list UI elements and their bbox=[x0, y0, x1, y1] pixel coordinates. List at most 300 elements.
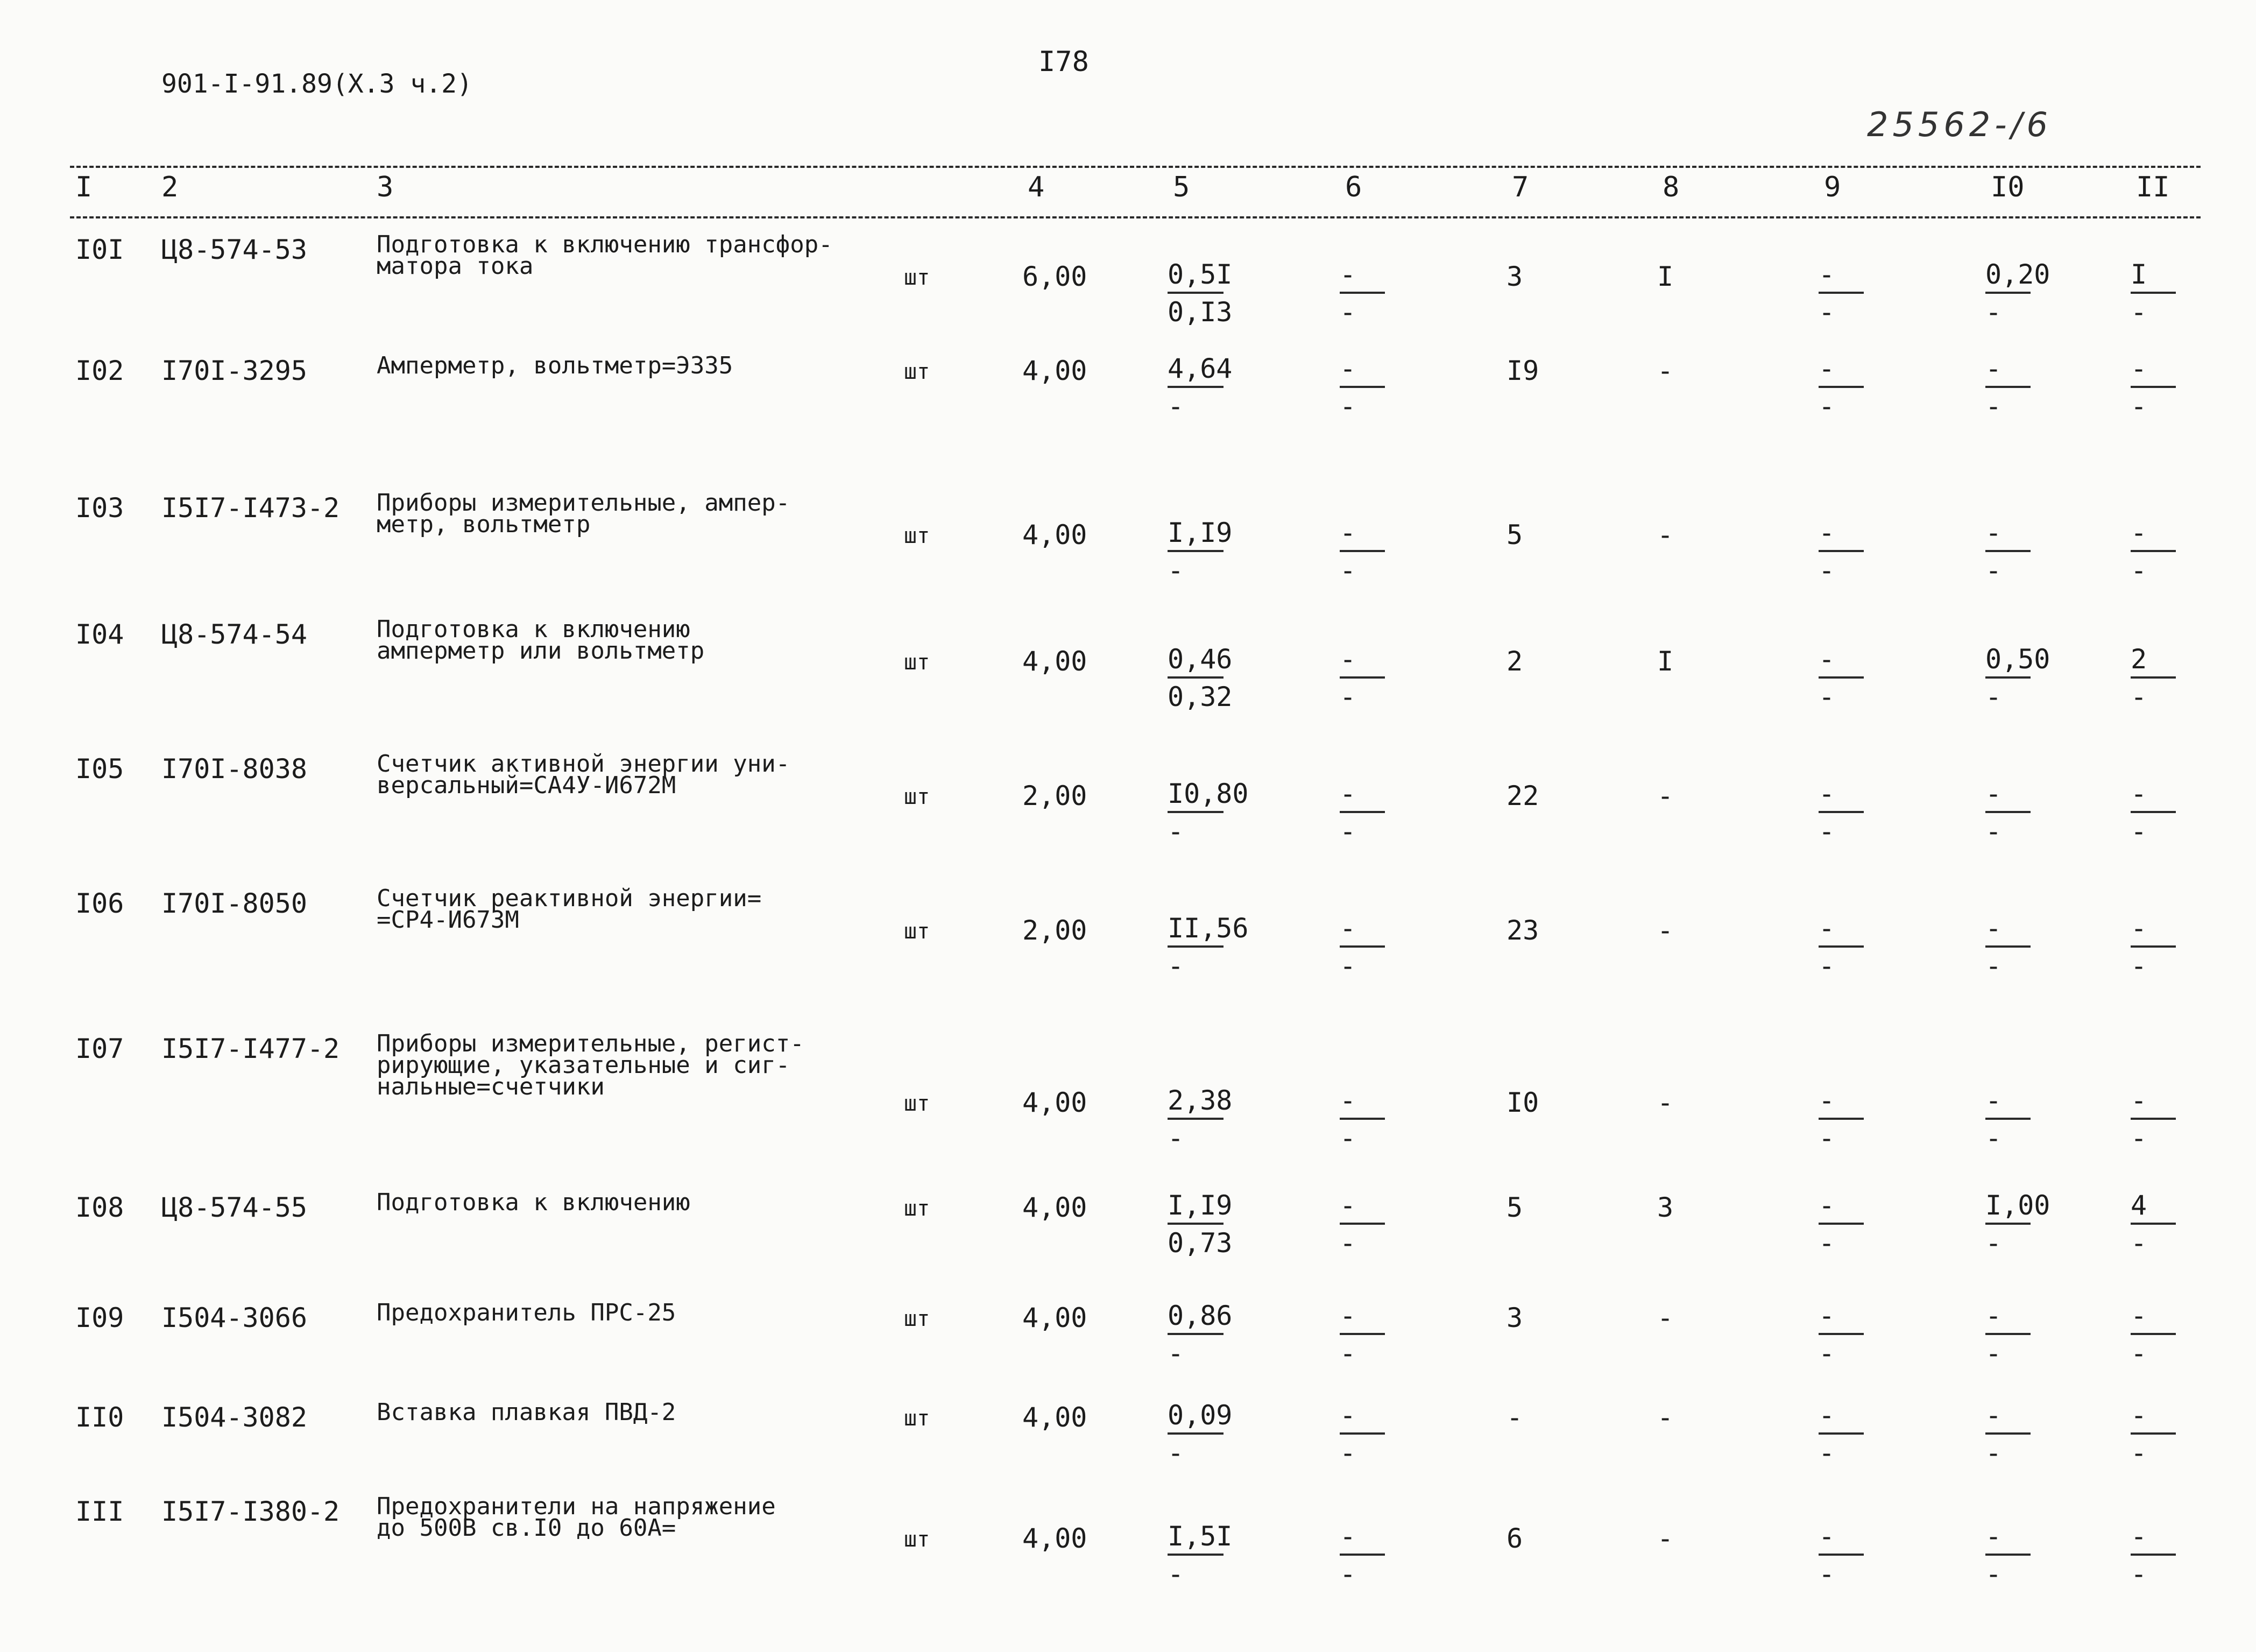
item-unit: шт bbox=[904, 359, 930, 384]
col11-value-rule bbox=[2131, 1432, 2176, 1435]
col7-value: 23 bbox=[1507, 915, 1539, 946]
item-unit: шт bbox=[904, 650, 930, 675]
col10-value-rule bbox=[1985, 811, 2031, 813]
row-number: I02 bbox=[75, 355, 124, 386]
col5-value bbox=[1168, 1399, 1243, 1469]
col6-value bbox=[1340, 643, 1415, 713]
col10-value-rule bbox=[1985, 1118, 2031, 1120]
col9-value bbox=[1819, 517, 1894, 587]
col9-value-rule bbox=[1819, 550, 1864, 552]
item-code: I5I7-I477-2 bbox=[161, 1033, 340, 1064]
col7-value: 3 bbox=[1507, 261, 1523, 292]
col9-value-rule bbox=[1819, 1432, 1864, 1435]
col9-value bbox=[1819, 1300, 1894, 1369]
col11-value-top: 2 bbox=[2131, 644, 2147, 675]
col9-value-top: - bbox=[1819, 1300, 1835, 1331]
col5-value-rule bbox=[1168, 1118, 1224, 1120]
col6-value-bottom: - bbox=[1340, 816, 1356, 847]
col9-value-top: - bbox=[1819, 1085, 1835, 1116]
col5-value-rule bbox=[1168, 1432, 1224, 1435]
item-quantity: 2,00 bbox=[1022, 780, 1087, 811]
col9-value-top: - bbox=[1819, 913, 1835, 944]
col6-value-bottom: - bbox=[1340, 1122, 1356, 1154]
col6-value-bottom: - bbox=[1340, 555, 1356, 586]
column-header-11: II bbox=[2136, 171, 2170, 203]
col5-value-rule bbox=[1168, 945, 1224, 948]
col5-value-rule bbox=[1168, 676, 1224, 679]
col6-value-bottom: - bbox=[1340, 1338, 1356, 1369]
col10-value-bottom: - bbox=[1985, 1338, 2002, 1369]
col9-value-bottom: - bbox=[1819, 1338, 1835, 1369]
item-code: I504-3066 bbox=[161, 1302, 307, 1333]
item-code: Ц8-574-54 bbox=[161, 619, 307, 650]
item-code: Ц8-574-53 bbox=[161, 234, 307, 265]
col5-value-top: 0,5I bbox=[1168, 259, 1233, 290]
col10-value-rule bbox=[1985, 386, 2031, 388]
item-name: Счетчик активной энергии уни- версальный=СА4У-И672М bbox=[377, 750, 790, 799]
col11-value bbox=[2131, 352, 2206, 422]
item-name: Приборы измерительные, ампер- метр, вольтметр bbox=[377, 489, 790, 538]
col7-value: 6 bbox=[1507, 1523, 1523, 1554]
item-unit: шт bbox=[904, 1196, 930, 1221]
col10-value bbox=[1985, 1189, 2061, 1259]
item-unit: шт bbox=[904, 1091, 930, 1116]
col10-value-top: - bbox=[1985, 517, 2002, 548]
item-name: Предохранители на напряжение до 500В св.I0 до 60А= bbox=[377, 1493, 776, 1542]
col10-value bbox=[1985, 1520, 2061, 1590]
col8-value: - bbox=[1657, 355, 1674, 386]
col7-value: 22 bbox=[1507, 780, 1539, 811]
col9-value-top: - bbox=[1819, 517, 1835, 548]
item-quantity: 4,00 bbox=[1022, 1192, 1087, 1223]
col6-value-top: - bbox=[1340, 353, 1356, 384]
item-name: Подготовка к включению bbox=[377, 1189, 690, 1216]
col7-value: 3 bbox=[1507, 1302, 1523, 1333]
col6-value-bottom: - bbox=[1340, 1558, 1356, 1590]
col6-value bbox=[1340, 912, 1415, 982]
col6-value bbox=[1340, 778, 1415, 848]
col11-value-rule bbox=[2131, 1223, 2176, 1225]
col5-value-bottom: - bbox=[1168, 1558, 1184, 1590]
col5-value-top: 0,09 bbox=[1168, 1400, 1233, 1431]
col6-value bbox=[1340, 517, 1415, 587]
col7-value: - bbox=[1507, 1402, 1523, 1433]
col9-value-bottom: - bbox=[1819, 391, 1835, 422]
item-quantity: 2,00 bbox=[1022, 915, 1087, 946]
col6-value-rule bbox=[1340, 945, 1385, 948]
col10-value-bottom: - bbox=[1985, 950, 2002, 982]
item-quantity: 6,00 bbox=[1022, 261, 1087, 292]
column-header-4: 4 bbox=[1028, 171, 1045, 203]
col6-value bbox=[1340, 352, 1415, 422]
col11-value-bottom: - bbox=[2131, 950, 2147, 982]
col10-value-rule bbox=[1985, 1432, 2031, 1435]
item-quantity: 4,00 bbox=[1022, 1087, 1087, 1118]
col11-value bbox=[2131, 778, 2206, 848]
col10-value-top: - bbox=[1985, 353, 2002, 384]
col9-value bbox=[1819, 1399, 1894, 1469]
col8-value: I bbox=[1657, 261, 1674, 292]
col5-value-top: I,I9 bbox=[1168, 517, 1233, 548]
col9-value bbox=[1819, 258, 1894, 328]
col7-value: 2 bbox=[1507, 646, 1523, 677]
col5-value-bottom: - bbox=[1168, 1437, 1184, 1469]
col5-value-top: I,I9 bbox=[1168, 1190, 1233, 1221]
row-number: I07 bbox=[75, 1033, 124, 1064]
item-name: Предохранитель ПРС-25 bbox=[377, 1299, 676, 1326]
col5-value-rule bbox=[1168, 550, 1224, 552]
col6-value-rule bbox=[1340, 676, 1385, 679]
col10-value bbox=[1985, 258, 2061, 328]
col6-value-bottom: - bbox=[1340, 391, 1356, 422]
col10-value-top: - bbox=[1985, 913, 2002, 944]
col11-value-rule bbox=[2131, 1333, 2176, 1335]
item-unit: шт bbox=[904, 785, 930, 809]
col10-value-rule bbox=[1985, 1554, 2031, 1556]
col8-value: - bbox=[1657, 780, 1674, 811]
column-header-1: I bbox=[75, 171, 93, 203]
col9-value-top: - bbox=[1819, 644, 1835, 675]
col11-value-bottom: - bbox=[2131, 1437, 2147, 1469]
col10-value-bottom: - bbox=[1985, 681, 2002, 712]
col10-value-top: - bbox=[1985, 1300, 2002, 1331]
col11-value bbox=[2131, 517, 2206, 587]
col6-value-bottom: - bbox=[1340, 950, 1356, 982]
col8-value: - bbox=[1657, 1523, 1674, 1554]
item-quantity: 4,00 bbox=[1022, 519, 1087, 550]
col9-value-bottom: - bbox=[1819, 1558, 1835, 1590]
col5-value-bottom: - bbox=[1168, 950, 1184, 982]
column-header-9: 9 bbox=[1824, 171, 1841, 203]
col5-value-bottom: 0,32 bbox=[1168, 681, 1233, 712]
col6-value-rule bbox=[1340, 1223, 1385, 1225]
col5-value-bottom: - bbox=[1168, 391, 1184, 422]
col11-value-bottom: - bbox=[2131, 1338, 2147, 1369]
col11-value bbox=[2131, 1520, 2206, 1590]
col11-value-bottom: - bbox=[2131, 1122, 2147, 1154]
col6-value-top: - bbox=[1340, 1521, 1356, 1552]
col9-value-bottom: - bbox=[1819, 1227, 1835, 1259]
col8-value: - bbox=[1657, 1302, 1674, 1333]
col11-value bbox=[2131, 643, 2206, 713]
col10-value-top: 0,20 bbox=[1985, 259, 2050, 290]
col9-value-rule bbox=[1819, 676, 1864, 679]
col5-value bbox=[1168, 258, 1243, 328]
column-header-8: 8 bbox=[1663, 171, 1680, 203]
col5-value bbox=[1168, 352, 1243, 422]
col5-value-bottom: - bbox=[1168, 1122, 1184, 1154]
col9-value bbox=[1819, 778, 1894, 848]
item-quantity: 4,00 bbox=[1022, 1523, 1087, 1554]
col5-value-top: I,5I bbox=[1168, 1521, 1233, 1552]
item-name: Приборы измерительные, регист- рирующие, указательные и сиг- нальные=счетчики bbox=[377, 1030, 804, 1100]
col11-value-rule bbox=[2131, 386, 2176, 388]
col11-value-top: - bbox=[2131, 778, 2147, 809]
col9-value bbox=[1819, 912, 1894, 982]
col6-value-top: - bbox=[1340, 1190, 1356, 1221]
col9-value-top: - bbox=[1819, 1400, 1835, 1431]
row-number: I0I bbox=[75, 234, 124, 265]
item-unit: шт bbox=[904, 919, 930, 944]
item-code: I504-3082 bbox=[161, 1402, 307, 1433]
col9-value-rule bbox=[1819, 1333, 1864, 1335]
col10-value-top: - bbox=[1985, 1400, 2002, 1431]
col9-value bbox=[1819, 1084, 1894, 1154]
col8-value: - bbox=[1657, 1087, 1674, 1118]
col11-value-bottom: - bbox=[2131, 816, 2147, 847]
col6-value-top: - bbox=[1340, 259, 1356, 290]
col5-value bbox=[1168, 778, 1249, 848]
col9-value bbox=[1819, 643, 1894, 713]
col11-value bbox=[2131, 1084, 2206, 1154]
col11-value-top: - bbox=[2131, 913, 2147, 944]
row-number: I09 bbox=[75, 1302, 124, 1333]
col11-value-top: I bbox=[2131, 259, 2147, 290]
col9-value-rule bbox=[1819, 811, 1864, 813]
col10-value-rule bbox=[1985, 676, 2031, 679]
item-code: Ц8-574-55 bbox=[161, 1192, 307, 1223]
col5-value-rule bbox=[1168, 292, 1224, 294]
column-header-10: I0 bbox=[1991, 171, 2025, 203]
col9-value bbox=[1819, 1520, 1894, 1590]
col10-value-rule bbox=[1985, 1333, 2031, 1335]
col6-value-bottom: - bbox=[1340, 296, 1356, 328]
col6-value-rule bbox=[1340, 292, 1385, 294]
col9-value-rule bbox=[1819, 945, 1864, 948]
col5-value-bottom: 0,I3 bbox=[1168, 296, 1233, 328]
item-code: I70I-8050 bbox=[161, 888, 307, 919]
item-unit: шт bbox=[904, 265, 930, 290]
col6-value-bottom: - bbox=[1340, 1227, 1356, 1259]
col10-value-top: I,00 bbox=[1985, 1190, 2050, 1221]
col11-value-rule bbox=[2131, 1118, 2176, 1120]
col5-value-top: 0,86 bbox=[1168, 1300, 1233, 1331]
col11-value-rule bbox=[2131, 945, 2176, 948]
col5-value-top: 4,64 bbox=[1168, 353, 1233, 384]
col5-value bbox=[1168, 1189, 1243, 1259]
col11-value-rule bbox=[2131, 676, 2176, 679]
col7-value: I0 bbox=[1507, 1087, 1539, 1118]
col11-value-bottom: - bbox=[2131, 296, 2147, 328]
col11-value-top: - bbox=[2131, 1300, 2147, 1331]
col6-value-top: - bbox=[1340, 913, 1356, 944]
col5-value bbox=[1168, 1520, 1243, 1590]
col6-value-rule bbox=[1340, 386, 1385, 388]
col9-value bbox=[1819, 352, 1894, 422]
col6-value-rule bbox=[1340, 1554, 1385, 1556]
col11-value bbox=[2131, 1189, 2206, 1259]
col10-value-top: - bbox=[1985, 1521, 2002, 1552]
col9-value-top: - bbox=[1819, 1521, 1835, 1552]
item-code: I70I-3295 bbox=[161, 355, 307, 386]
col9-value-rule bbox=[1819, 292, 1864, 294]
item-quantity: 4,00 bbox=[1022, 646, 1087, 677]
item-name: Подготовка к включению амперметр или вольтметр bbox=[377, 616, 705, 665]
col6-value bbox=[1340, 1520, 1415, 1590]
col10-value-rule bbox=[1985, 945, 2031, 948]
col6-value bbox=[1340, 1300, 1415, 1369]
column-header-6: 6 bbox=[1345, 171, 1362, 203]
col10-value bbox=[1985, 643, 2061, 713]
col6-value-top: - bbox=[1340, 1300, 1356, 1331]
col10-value-rule bbox=[1985, 550, 2031, 552]
col9-value-bottom: - bbox=[1819, 816, 1835, 847]
col6-value-bottom: - bbox=[1340, 1437, 1356, 1469]
row-number: I06 bbox=[75, 888, 124, 919]
col6-value-rule bbox=[1340, 1333, 1385, 1335]
col10-value bbox=[1985, 1084, 2061, 1154]
item-code: I70I-8038 bbox=[161, 753, 307, 785]
col10-value-bottom: - bbox=[1985, 1122, 2002, 1154]
col6-value bbox=[1340, 258, 1415, 328]
col11-value-top: 4 bbox=[2131, 1190, 2147, 1221]
item-name: Подготовка к включению трансфор- матора тока bbox=[377, 231, 833, 280]
col11-value-bottom: - bbox=[2131, 555, 2147, 586]
col8-value: - bbox=[1657, 1402, 1674, 1433]
col5-value-bottom: 0,73 bbox=[1168, 1227, 1233, 1259]
row-number: I05 bbox=[75, 753, 124, 785]
item-quantity: 4,00 bbox=[1022, 1402, 1087, 1433]
col10-value bbox=[1985, 517, 2061, 587]
col10-value-bottom: - bbox=[1985, 1437, 2002, 1469]
col9-value-top: - bbox=[1819, 353, 1835, 384]
col9-value-top: - bbox=[1819, 778, 1835, 809]
col5-value-rule bbox=[1168, 386, 1224, 388]
col10-value bbox=[1985, 352, 2061, 422]
col11-value-rule bbox=[2131, 550, 2176, 552]
col9-value-rule bbox=[1819, 386, 1864, 388]
col6-value-top: - bbox=[1340, 1400, 1356, 1431]
col10-value-top: - bbox=[1985, 778, 2002, 809]
row-number: II0 bbox=[75, 1402, 124, 1433]
col10-value bbox=[1985, 912, 2061, 982]
col8-value: 3 bbox=[1657, 1192, 1674, 1223]
col6-value-top: - bbox=[1340, 644, 1356, 675]
col9-value-bottom: - bbox=[1819, 555, 1835, 586]
col10-value-bottom: - bbox=[1985, 1558, 2002, 1590]
col11-value-rule bbox=[2131, 292, 2176, 294]
col9-value-bottom: - bbox=[1819, 1122, 1835, 1154]
col5-value-top: I0,80 bbox=[1168, 778, 1249, 809]
col10-value-bottom: - bbox=[1985, 1227, 2002, 1259]
col11-value-top: - bbox=[2131, 353, 2147, 384]
col10-value-bottom: - bbox=[1985, 296, 2002, 328]
item-unit: шт bbox=[904, 1527, 930, 1552]
item-quantity: 4,00 bbox=[1022, 1302, 1087, 1333]
col5-value-bottom: - bbox=[1168, 555, 1184, 586]
col5-value bbox=[1168, 1300, 1243, 1369]
col10-value bbox=[1985, 778, 2061, 848]
col10-value-bottom: - bbox=[1985, 391, 2002, 422]
col11-value-top: - bbox=[2131, 1521, 2147, 1552]
col5-value-top: 0,46 bbox=[1168, 644, 1233, 675]
col5-value-bottom: - bbox=[1168, 1338, 1184, 1369]
col11-value-top: - bbox=[2131, 517, 2147, 548]
col11-value-rule bbox=[2131, 1554, 2176, 1556]
item-unit: шт bbox=[904, 1307, 930, 1331]
col6-value-bottom: - bbox=[1340, 681, 1356, 712]
col11-value bbox=[2131, 258, 2206, 328]
item-code: I5I7-I473-2 bbox=[161, 492, 340, 524]
page-number: I78 bbox=[1038, 46, 1089, 78]
row-number: I04 bbox=[75, 619, 124, 650]
col11-value-bottom: - bbox=[2131, 1558, 2147, 1590]
col10-value-bottom: - bbox=[1985, 816, 2002, 847]
col10-value-top: - bbox=[1985, 1085, 2002, 1116]
col6-value bbox=[1340, 1084, 1415, 1154]
col9-value-top: - bbox=[1819, 1190, 1835, 1221]
item-name: Вставка плавкая ПВД-2 bbox=[377, 1399, 676, 1426]
col5-value-rule bbox=[1168, 1554, 1224, 1556]
item-name: Амперметр, вольтметр=Э335 bbox=[377, 352, 733, 379]
col8-value: - bbox=[1657, 519, 1674, 550]
col6-value-top: - bbox=[1340, 778, 1356, 809]
col9-value-rule bbox=[1819, 1118, 1864, 1120]
col6-value bbox=[1340, 1399, 1415, 1469]
col5-value-rule bbox=[1168, 1223, 1224, 1225]
col7-value: 5 bbox=[1507, 1192, 1523, 1223]
row-number: I08 bbox=[75, 1192, 124, 1223]
col7-value: 5 bbox=[1507, 519, 1523, 550]
document-code: 901-I-91.89(Х.3 ч.2) bbox=[161, 69, 472, 99]
sheet-number: 25562-/6 bbox=[1867, 105, 2052, 144]
col11-value-bottom: - bbox=[2131, 1227, 2147, 1259]
col5-value-top: 2,38 bbox=[1168, 1085, 1233, 1116]
col5-value-rule bbox=[1168, 1333, 1224, 1335]
item-name: Счетчик реактивной энергии= =СР4-И673М bbox=[377, 885, 762, 934]
col11-value bbox=[2131, 912, 2206, 982]
col11-value-top: - bbox=[2131, 1085, 2147, 1116]
col5-value bbox=[1168, 1084, 1243, 1154]
col6-value-top: - bbox=[1340, 517, 1356, 548]
col9-value-top: - bbox=[1819, 259, 1835, 290]
row-number: III bbox=[75, 1496, 124, 1527]
col11-value-rule bbox=[2131, 811, 2176, 813]
col11-value-bottom: - bbox=[2131, 391, 2147, 422]
item-quantity: 4,00 bbox=[1022, 355, 1087, 386]
col9-value-bottom: - bbox=[1819, 296, 1835, 328]
col5-value-top: II,56 bbox=[1168, 913, 1249, 944]
col10-value-bottom: - bbox=[1985, 555, 2002, 586]
col8-value: I bbox=[1657, 646, 1674, 677]
header-top-rule bbox=[70, 166, 2201, 168]
col10-value-rule bbox=[1985, 1223, 2031, 1225]
col6-value-rule bbox=[1340, 550, 1385, 552]
col9-value-rule bbox=[1819, 1223, 1864, 1225]
col11-value-top: - bbox=[2131, 1400, 2147, 1431]
item-unit: шт bbox=[904, 524, 930, 548]
col7-value: I9 bbox=[1507, 355, 1539, 386]
col11-value bbox=[2131, 1399, 2206, 1469]
column-header-2: 2 bbox=[161, 171, 179, 203]
col9-value-rule bbox=[1819, 1554, 1864, 1556]
col10-value bbox=[1985, 1399, 2061, 1469]
col5-value-rule bbox=[1168, 811, 1224, 813]
col9-value-bottom: - bbox=[1819, 1437, 1835, 1469]
column-header-5: 5 bbox=[1173, 171, 1190, 203]
header-bottom-rule bbox=[70, 216, 2201, 218]
col11-value bbox=[2131, 1300, 2206, 1369]
col10-value-top: 0,50 bbox=[1985, 644, 2050, 675]
col5-value-bottom: - bbox=[1168, 816, 1184, 847]
col9-value-bottom: - bbox=[1819, 681, 1835, 712]
col10-value-rule bbox=[1985, 292, 2031, 294]
col6-value-rule bbox=[1340, 1118, 1385, 1120]
col6-value-rule bbox=[1340, 811, 1385, 813]
item-unit: шт bbox=[904, 1406, 930, 1431]
col11-value-bottom: - bbox=[2131, 681, 2147, 712]
column-header-7: 7 bbox=[1512, 171, 1529, 203]
